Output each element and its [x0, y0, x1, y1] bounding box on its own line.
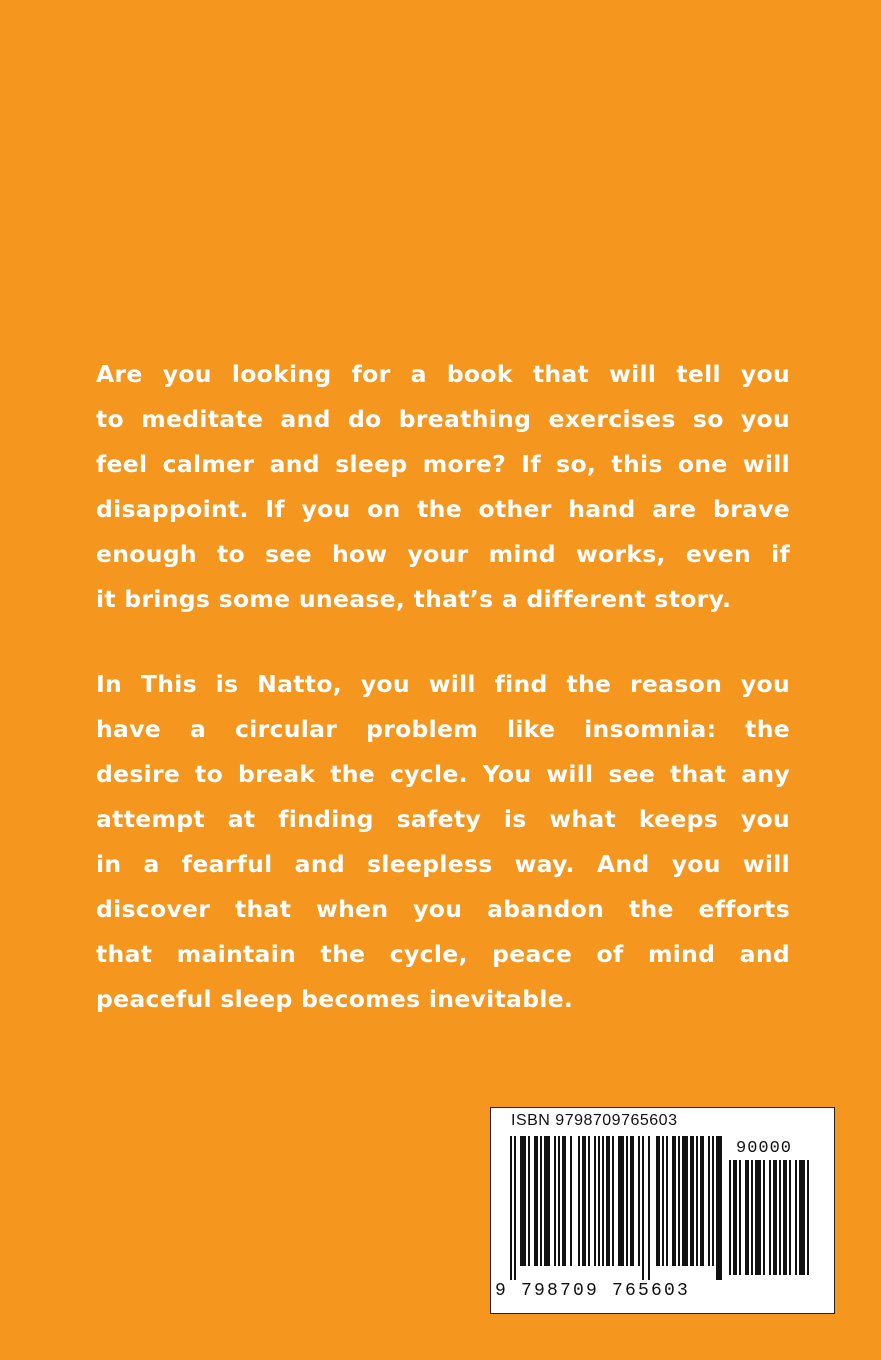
barcode-bar — [773, 1160, 777, 1275]
barcode-bar — [606, 1136, 610, 1266]
barcode-bar — [708, 1136, 710, 1266]
barcode-bar — [751, 1160, 753, 1275]
barcode-bar — [763, 1160, 765, 1275]
blurb-line: desire to break the cycle. You will see that any — [96, 760, 790, 788]
blurb-paragraph-2 — [96, 662, 790, 1022]
barcode-bar — [712, 1136, 714, 1266]
barcode-bar — [795, 1160, 797, 1275]
price-code: 90000 — [736, 1139, 793, 1158]
barcode-bar — [789, 1160, 791, 1275]
barcode-bar — [739, 1160, 741, 1275]
blurb-paragraph-1 — [96, 352, 790, 622]
blurb-line: feel calmer and sleep more? If so, this one will — [96, 450, 790, 478]
barcode-bar — [558, 1136, 560, 1266]
barcode-bar — [520, 1136, 526, 1266]
barcode-bar — [799, 1160, 805, 1275]
barcode-bar — [540, 1136, 542, 1266]
barcode-bar — [528, 1136, 530, 1266]
barcode-bar — [656, 1136, 660, 1266]
barcode-bar — [779, 1160, 781, 1275]
barcode-bar — [690, 1136, 694, 1266]
barcode-bar — [626, 1136, 628, 1266]
barcode-bar — [745, 1160, 749, 1275]
barcode-bar — [612, 1136, 614, 1266]
blurb-line: that maintain the cycle, peace of mind and — [96, 940, 790, 968]
isbn-label: ISBN 9798709765603 — [511, 1112, 678, 1129]
barcode-digits: 9 798709 765603 — [495, 1281, 691, 1301]
barcode-bar — [630, 1136, 634, 1266]
blurb-line: to meditate and do breathing exercises so you — [96, 405, 790, 433]
isbn-barcode — [490, 1107, 835, 1314]
blurb-line: enough to see how your mind works, even if — [96, 540, 790, 568]
barcode-bar — [672, 1136, 676, 1266]
blurb-line: in a fearful and sleepless way. And you will — [96, 850, 790, 878]
barcode-bar — [638, 1136, 640, 1266]
barcode-bar — [682, 1136, 688, 1266]
barcode-bar — [562, 1136, 566, 1266]
blurb-line: In This is Natto, you will find the reason you — [96, 670, 790, 698]
barcode-bar — [769, 1160, 771, 1275]
barcode-bar — [783, 1160, 787, 1275]
addon-barcode-bars — [729, 1160, 819, 1280]
barcode-bar — [582, 1136, 586, 1266]
barcode-bar — [666, 1136, 668, 1266]
barcode-bar — [642, 1136, 644, 1280]
barcode-bar — [578, 1136, 580, 1266]
barcode-bar — [594, 1136, 596, 1266]
barcode-bar — [700, 1136, 704, 1266]
barcode-bar — [729, 1160, 731, 1275]
blurb-line: disappoint. If you on the other hand are brave — [96, 495, 790, 523]
blurb-line: attempt at finding safety is what keeps you — [96, 805, 790, 833]
barcode-bar — [514, 1136, 516, 1280]
barcode-bar — [510, 1136, 512, 1280]
barcode-bar — [648, 1136, 650, 1280]
blurb-line: peaceful sleep becomes inevitable. — [96, 985, 574, 1013]
blurb-line: discover that when you abandon the efforts — [96, 895, 790, 923]
barcode-bar — [696, 1136, 698, 1266]
blurb-line: it brings some unease, that’s a different story. — [96, 585, 732, 613]
blurb-line: have a circular problem like insomnia: the — [96, 715, 790, 743]
barcode-bars — [510, 1136, 722, 1286]
barcode-bar — [598, 1136, 600, 1266]
barcode-bar — [588, 1136, 590, 1266]
barcode-bar — [678, 1136, 680, 1266]
barcode-bar — [716, 1136, 722, 1280]
blurb-line: Are you looking for a book that will tell you — [96, 360, 790, 388]
barcode-bar — [602, 1136, 604, 1266]
barcode-bar — [807, 1160, 809, 1275]
barcode-bar — [733, 1160, 737, 1275]
barcode-bar — [618, 1136, 624, 1266]
barcode-bar — [554, 1136, 556, 1266]
barcode-bar — [544, 1136, 550, 1266]
barcode-bar — [662, 1136, 664, 1266]
barcode-bar — [570, 1136, 572, 1266]
barcode-bar — [534, 1136, 538, 1266]
barcode-bar — [755, 1160, 761, 1275]
